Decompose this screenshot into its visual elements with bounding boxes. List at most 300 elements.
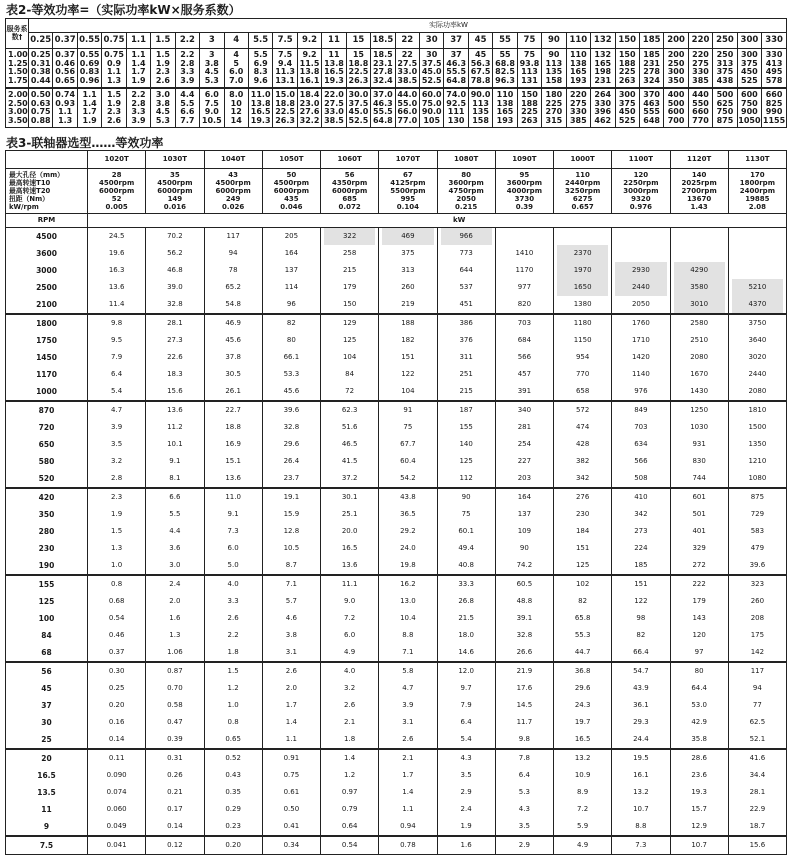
coupling-model-header: 1060T <box>321 151 379 169</box>
power-value: 37.8 <box>225 353 241 361</box>
power-value: 1.5 <box>111 527 123 535</box>
power-value: 90 <box>519 544 529 552</box>
equivalent-power-value: 75 <box>523 50 536 59</box>
power-cell <box>88 749 146 767</box>
equivalent-power-value: 113 <box>472 98 489 108</box>
power-value: 122 <box>401 370 415 378</box>
power-cell <box>146 332 204 349</box>
power-cell <box>146 419 204 436</box>
equivalent-power-cell <box>762 49 787 89</box>
model-spec-value: 0.072 <box>338 203 361 211</box>
power-value: 12.0 <box>458 667 474 675</box>
power-value: 1710 <box>631 336 650 344</box>
equivalent-power-value: 9.0 <box>204 107 219 116</box>
model-spec-value: 149 <box>167 195 183 203</box>
power-value: 13.6 <box>225 474 241 482</box>
power-value: 0.25 <box>108 684 125 692</box>
equivalent-power-value: 23.0 <box>299 98 320 108</box>
power-cell <box>321 419 379 436</box>
rpm-row <box>6 801 787 818</box>
equivalent-power-cell <box>322 88 346 128</box>
power-value: 0.041 <box>106 841 127 849</box>
power-cell <box>670 419 728 436</box>
power-cell <box>146 523 204 540</box>
power-value: 208 <box>750 614 765 622</box>
power-cell <box>554 506 612 523</box>
equivalent-power-value: 625 <box>716 98 734 108</box>
power-value: 1.1 <box>402 805 414 813</box>
equivalent-power-value: 385 <box>692 75 709 85</box>
power-value: 0.61 <box>283 788 300 796</box>
equivalent-power-cell <box>493 49 517 89</box>
power-cell <box>262 436 320 453</box>
rpm-value: 25 <box>6 731 88 749</box>
equivalent-power-value: 1.9 <box>82 115 97 125</box>
power-value: 9.1 <box>169 457 181 465</box>
rpm-row <box>6 714 787 731</box>
equivalent-power-value: 110 <box>496 90 514 99</box>
power-cell <box>670 627 728 644</box>
power-value: 457 <box>517 370 532 378</box>
equivalent-power-value: 7.0 <box>229 75 244 85</box>
model-spec-value: 0.215 <box>455 203 478 211</box>
power-cell <box>495 453 553 470</box>
rpm-row <box>6 349 787 366</box>
power-cell <box>612 644 670 662</box>
power-value: 1250 <box>690 406 709 414</box>
power-value: 66.4 <box>633 648 649 656</box>
power-value: 1430 <box>690 387 709 395</box>
power-cell <box>670 401 728 419</box>
equivalent-power-value: 0.74 <box>55 90 76 99</box>
power-cell <box>379 662 437 680</box>
equivalent-power-value: 225 <box>618 67 636 76</box>
rpm-row <box>6 228 787 246</box>
power-cell <box>554 401 612 419</box>
power-cell <box>612 697 670 714</box>
power-cell <box>612 314 670 332</box>
power-cell <box>146 349 204 366</box>
power-cell <box>88 296 146 314</box>
power-cell <box>321 349 379 366</box>
power-value: 2.0 <box>285 684 297 692</box>
equivalent-power-cell <box>175 88 199 128</box>
power-cell <box>321 523 379 540</box>
power-value: 260 <box>750 597 765 605</box>
power-value: 572 <box>575 406 590 414</box>
power-cell <box>670 749 728 767</box>
power-cell <box>670 470 728 488</box>
equivalent-power-cell <box>444 49 468 89</box>
equivalent-power-value: 8.0 <box>229 90 244 99</box>
equivalent-power-value: 193 <box>496 115 514 125</box>
power-value: 45.6 <box>283 387 300 395</box>
equivalent-power-cell <box>102 49 126 89</box>
model-spec-value: 4500rpm <box>99 179 135 187</box>
rpm-row <box>6 245 787 262</box>
power-cell <box>204 436 262 453</box>
power-cell <box>437 627 495 644</box>
power-cell <box>728 332 786 349</box>
power-value: 7.1 <box>402 648 414 656</box>
power-cell <box>495 697 553 714</box>
power-cell <box>612 488 670 506</box>
power-cell <box>262 575 320 593</box>
equivalent-power-value: 600 <box>741 90 758 99</box>
power-value: 0.21 <box>167 788 183 796</box>
coupling-model-header: 1130T <box>728 151 786 169</box>
power-value: 9.1 <box>227 510 239 518</box>
power-value: 43.9 <box>633 684 649 692</box>
equivalent-power-value: 15 <box>352 50 364 59</box>
power-value: 0.074 <box>106 788 127 796</box>
equivalent-power-value: 26.3 <box>348 75 369 85</box>
power-value: 109 <box>517 527 532 535</box>
equivalent-power-value: 1.7 <box>131 67 146 76</box>
power-column-header: 55 <box>493 33 517 49</box>
power-cell <box>495 470 553 488</box>
power-cell <box>88 540 146 557</box>
equivalent-power-value: 55.5 <box>446 67 467 76</box>
power-cell <box>146 366 204 383</box>
power-value: 342 <box>575 474 590 482</box>
power-cell <box>670 767 728 784</box>
power-cell <box>321 697 379 714</box>
power-value: 9.0 <box>344 597 356 605</box>
power-value: 22.6 <box>167 353 183 361</box>
power-cell <box>554 731 612 749</box>
power-value: 74.2 <box>516 561 533 569</box>
power-column-header: 2.2 <box>175 33 199 49</box>
power-cell <box>670 245 728 262</box>
power-cell <box>437 540 495 557</box>
equivalent-power-value: 165 <box>496 107 514 116</box>
power-value: 84 <box>345 370 355 378</box>
equivalent-power-value: 46.3 <box>372 98 393 108</box>
power-cell <box>88 644 146 662</box>
power-cell <box>262 749 320 767</box>
equivalent-power-value: 16.5 <box>324 67 344 76</box>
power-value: 1030 <box>690 423 709 431</box>
equivalent-power-value: 13.1 <box>275 75 295 85</box>
power-cell <box>321 749 379 767</box>
power-value: 215 <box>342 266 357 274</box>
power-cell <box>728 506 786 523</box>
power-value: 3010 <box>674 296 725 313</box>
power-cell <box>204 540 262 557</box>
coupling-model-header: 1030T <box>146 151 204 169</box>
power-cell <box>379 575 437 593</box>
power-value: 4370 <box>732 296 783 313</box>
power-cell <box>146 453 204 470</box>
power-cell <box>554 593 612 610</box>
power-value: 4.9 <box>344 648 356 656</box>
equivalent-power-cell <box>224 88 248 128</box>
power-value: 3580 <box>674 279 725 296</box>
rpm-value: 84 <box>6 627 88 644</box>
power-cell <box>204 836 262 855</box>
power-value: 976 <box>634 387 648 395</box>
power-value: 129 <box>342 319 357 327</box>
equivalent-power-cell <box>420 49 444 89</box>
equivalent-power-value: 18.4 <box>299 90 320 99</box>
power-value: 260 <box>401 283 415 291</box>
power-cell <box>321 436 379 453</box>
model-spec-value: 435 <box>284 195 299 203</box>
power-cell <box>612 436 670 453</box>
model-spec-cell <box>88 169 146 214</box>
power-cell-highlighted <box>670 279 728 296</box>
power-column-header: 5.5 <box>248 33 272 49</box>
power-value: 35.8 <box>691 735 707 743</box>
equivalent-power-value: 825 <box>765 98 783 108</box>
power-cell <box>262 731 320 749</box>
equivalent-power-value: 92.5 <box>446 98 467 108</box>
power-value: 164 <box>284 249 299 257</box>
power-cell <box>495 279 553 296</box>
power-cell <box>88 279 146 296</box>
power-value: 1170 <box>515 266 534 274</box>
equivalent-power-value: 278 <box>643 67 660 76</box>
power-value: 91 <box>403 406 413 414</box>
power-cell <box>146 245 204 262</box>
power-cell <box>146 228 204 246</box>
power-cell <box>554 540 612 557</box>
power-value: 82 <box>286 319 296 327</box>
model-spec-value: 67 <box>403 171 413 179</box>
rpm-value: 7.5 <box>6 836 88 855</box>
equivalent-power-cell <box>297 49 321 89</box>
power-value: 2.2 <box>227 631 239 639</box>
coupling-model-header: 1040T <box>204 151 262 169</box>
corner-cell <box>6 151 88 169</box>
power-value: 1.4 <box>402 788 414 796</box>
power-cell <box>262 540 320 557</box>
equivalent-power-value: 231 <box>594 75 612 85</box>
power-value: 15.7 <box>691 805 707 813</box>
power-column-header: 110 <box>566 33 590 49</box>
power-cell <box>146 296 204 314</box>
power-value: 0.16 <box>108 718 125 726</box>
power-cell <box>88 488 146 506</box>
power-value: 684 <box>517 336 532 344</box>
equivalent-power-value: 7.5 <box>278 50 293 59</box>
equivalent-power-value: 2.3 <box>155 67 170 76</box>
power-cell <box>495 749 553 767</box>
power-cell <box>728 436 786 453</box>
power-value: 222 <box>692 580 706 588</box>
power-cell <box>321 610 379 627</box>
power-cell <box>554 453 612 470</box>
equivalent-power-cell <box>371 88 395 128</box>
power-cell <box>612 627 670 644</box>
power-cell <box>262 401 320 419</box>
rpm-row <box>6 523 787 540</box>
power-cell <box>321 366 379 383</box>
power-cell <box>495 557 553 575</box>
power-cell <box>612 366 670 383</box>
equivalent-power-value: 6.6 <box>180 107 195 116</box>
power-cell <box>321 767 379 784</box>
power-value: 0.50 <box>283 805 300 813</box>
power-value: 175 <box>750 631 765 639</box>
equivalent-power-value: 55 <box>499 50 511 59</box>
equivalent-power-value: 56.3 <box>470 58 491 68</box>
equivalent-power-table <box>5 18 787 128</box>
power-cell <box>321 506 379 523</box>
equivalent-power-cell <box>29 49 53 89</box>
power-value: 1.3 <box>169 631 181 639</box>
power-value: 49.4 <box>458 544 474 552</box>
power-value: 2440 <box>615 279 666 296</box>
equivalent-power-value: 45.0 <box>348 107 369 116</box>
model-spec-value: 4750rpm <box>448 187 484 195</box>
power-cell-highlighted <box>379 228 437 246</box>
power-cell <box>262 680 320 697</box>
power-cell <box>495 436 553 453</box>
equivalent-power-value: 0.25 <box>30 50 51 59</box>
power-cell <box>379 557 437 575</box>
rpm-value: 16.5 <box>6 767 88 784</box>
equivalent-power-value: 0.50 <box>30 90 51 99</box>
factor-group-row <box>6 88 787 128</box>
power-cell <box>204 262 262 279</box>
equivalent-power-value: 4.5 <box>155 107 170 116</box>
power-value: 375 <box>401 249 415 257</box>
power-value: 849 <box>634 406 648 414</box>
power-value: 104 <box>401 387 415 395</box>
power-cell <box>612 523 670 540</box>
equivalent-power-value: 1.1 <box>58 107 73 116</box>
power-value: 21.9 <box>516 667 533 675</box>
power-value: 75 <box>461 510 471 518</box>
power-cell <box>88 836 146 855</box>
power-cell-highlighted <box>612 262 670 279</box>
power-cell <box>728 314 786 332</box>
power-cell <box>495 680 553 697</box>
power-cell <box>88 228 146 246</box>
equivalent-power-value: 74.0 <box>446 90 467 99</box>
power-value: 251 <box>459 370 473 378</box>
model-spec-value: 0.026 <box>222 203 245 211</box>
power-cell <box>379 714 437 731</box>
power-value: 12.9 <box>691 822 707 830</box>
power-value: 1.4 <box>344 754 356 762</box>
rpm-value: 3600 <box>6 245 88 262</box>
power-cell <box>612 836 670 855</box>
power-value: 644 <box>459 266 473 274</box>
model-spec-value: 3250rpm <box>565 187 601 195</box>
power-value: 67.7 <box>400 440 416 448</box>
power-value: 3020 <box>748 353 767 361</box>
equivalent-power-value: 1.9 <box>155 58 170 68</box>
power-cell <box>554 644 612 662</box>
power-cell <box>670 680 728 697</box>
equivalent-power-value: 275 <box>569 98 587 108</box>
rpm-value: 1750 <box>6 332 88 349</box>
rpm-row <box>6 540 787 557</box>
rpm-row <box>6 401 787 419</box>
equivalent-power-cell <box>53 88 77 128</box>
power-cell <box>728 731 786 749</box>
power-cell <box>728 784 786 801</box>
power-cell <box>728 627 786 644</box>
power-cell <box>554 419 612 436</box>
power-cell <box>204 731 262 749</box>
model-spec-value: 0.046 <box>280 203 303 211</box>
equivalent-power-value: 660 <box>765 90 783 99</box>
power-value: 56.2 <box>167 249 183 257</box>
power-cell <box>554 366 612 383</box>
power-value: 62.5 <box>749 718 766 726</box>
equivalent-power-value: 525 <box>618 115 636 125</box>
equivalent-power-value: 648 <box>643 115 660 125</box>
power-value: 3640 <box>748 336 767 344</box>
equivalent-power-cell <box>395 49 419 89</box>
power-cell <box>495 593 553 610</box>
spec-label: kW/rpm <box>9 203 39 211</box>
power-value: 273 <box>634 527 648 535</box>
power-cell <box>670 731 728 749</box>
power-cell <box>262 245 320 262</box>
power-column-header: 132 <box>591 33 615 49</box>
rpm-value: 1450 <box>6 349 88 366</box>
power-value: 566 <box>634 457 648 465</box>
model-spec-cell <box>262 169 320 214</box>
model-spec-value: 4125rpm <box>390 179 426 187</box>
power-cell <box>612 801 670 818</box>
power-cell <box>379 801 437 818</box>
power-value: 0.8 <box>227 718 239 726</box>
model-spec-value: 6000rpm <box>273 187 309 195</box>
power-cell <box>495 296 553 314</box>
power-cell <box>437 836 495 855</box>
power-value: 4.0 <box>344 667 356 675</box>
model-spec-value: 4500rpm <box>273 179 309 187</box>
power-cell <box>379 506 437 523</box>
power-value: 0.29 <box>225 805 241 813</box>
equivalent-power-value: 350 <box>667 75 685 85</box>
power-cell <box>204 314 262 332</box>
power-cell <box>495 610 553 627</box>
rpm-row <box>6 575 787 593</box>
power-cell <box>146 662 204 680</box>
power-value: 39.6 <box>283 406 300 414</box>
power-value: 104 <box>342 353 357 361</box>
power-value: 7.9 <box>460 701 472 709</box>
power-cell <box>204 767 262 784</box>
power-value: 19.5 <box>633 754 649 762</box>
power-value: 2.6 <box>227 614 239 622</box>
power-value: 80 <box>286 336 296 344</box>
power-value: 4290 <box>674 262 725 279</box>
power-value: 2.1 <box>402 754 414 762</box>
equivalent-power-value: 250 <box>667 58 685 68</box>
power-value: 125 <box>575 561 590 569</box>
power-value: 6.0 <box>227 544 239 552</box>
power-value <box>674 245 725 262</box>
power-value: 16.9 <box>225 440 241 448</box>
power-cell <box>612 383 670 401</box>
power-value: 6.4 <box>518 771 530 779</box>
power-value: 4.3 <box>518 805 530 813</box>
power-value: 1.1 <box>285 735 297 743</box>
power-value: 0.94 <box>400 822 416 830</box>
power-value: 1080 <box>748 474 767 482</box>
power-cell <box>146 488 204 506</box>
power-value: 830 <box>692 457 706 465</box>
model-spec-value: 35 <box>170 171 180 179</box>
